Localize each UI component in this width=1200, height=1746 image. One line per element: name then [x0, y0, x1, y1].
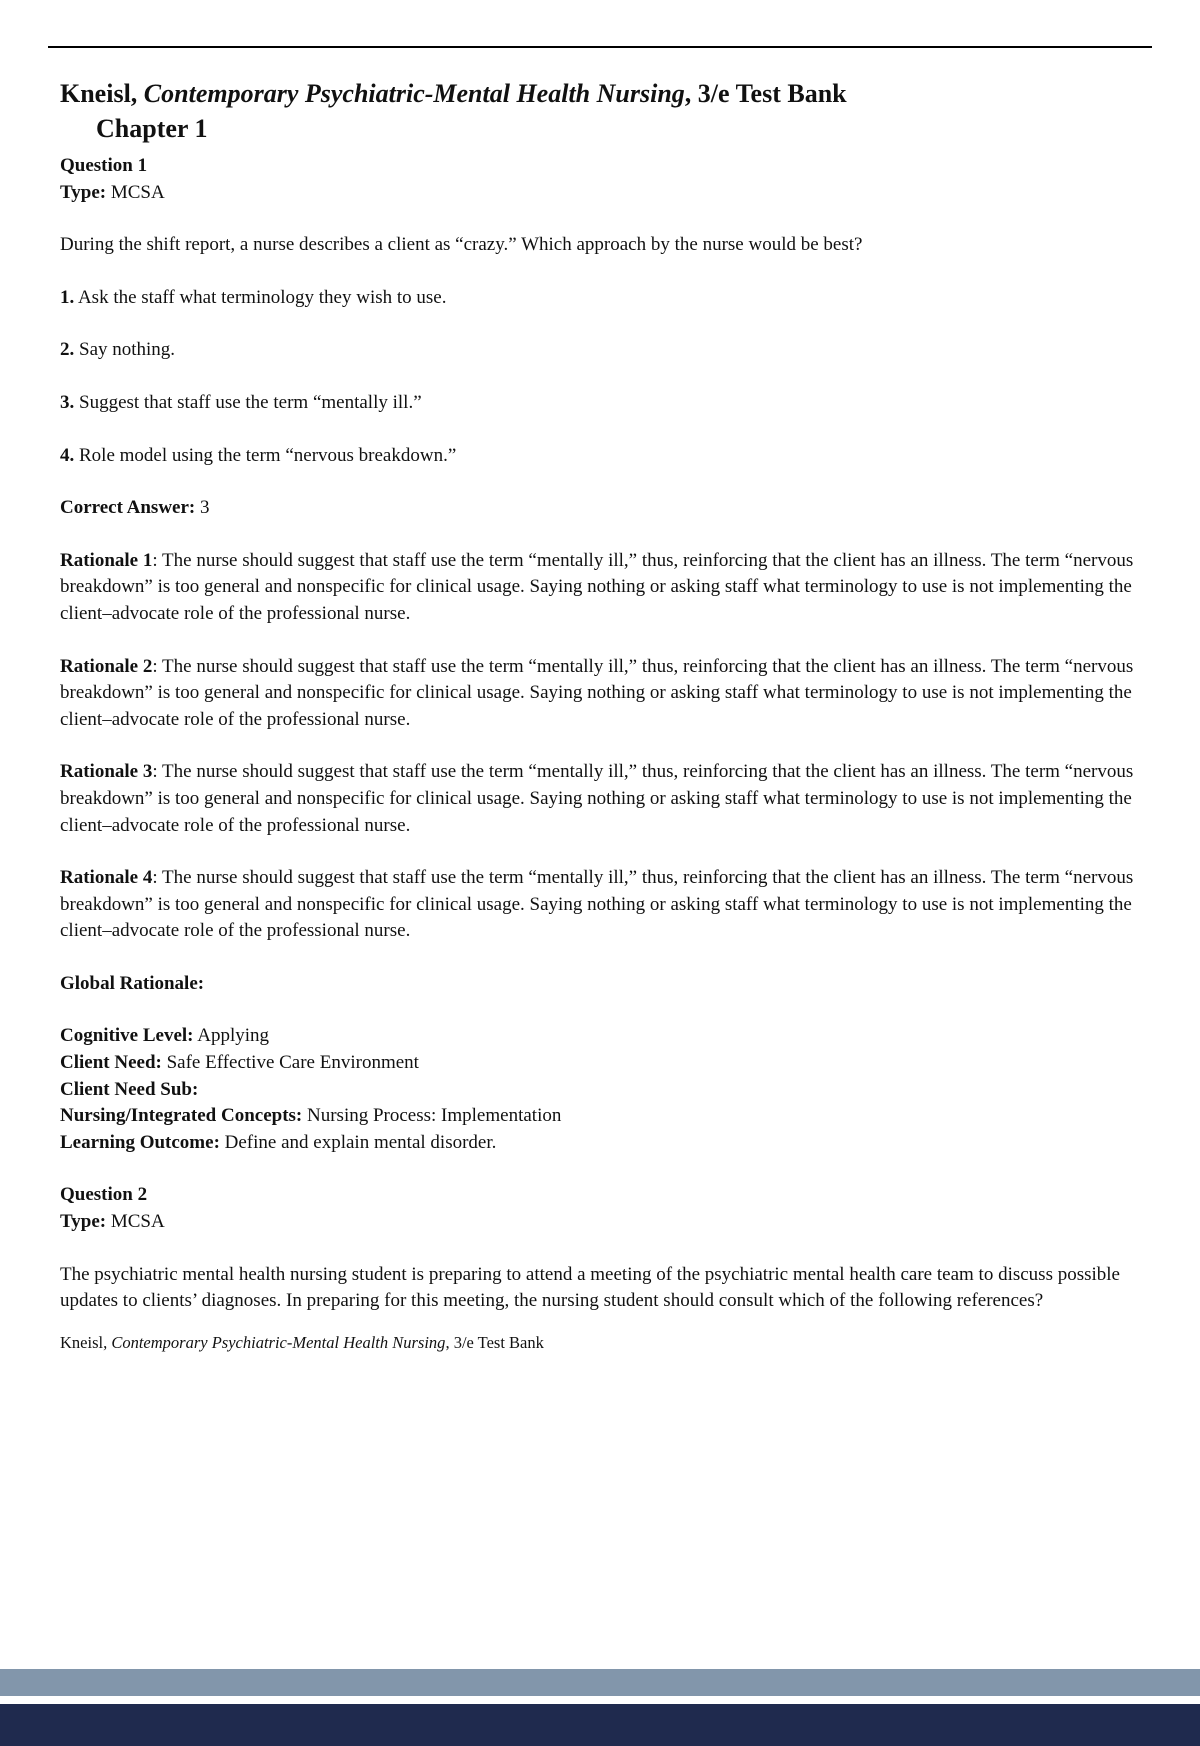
meta-learning-outcome [60, 1130, 1140, 1157]
rationale-2 [60, 654, 1140, 734]
question1-meta [60, 1023, 1140, 1156]
correct-answer-value: 3 [195, 497, 210, 519]
meta-nursing-concepts [60, 1103, 1140, 1130]
rationale-label: Rationale 3 [60, 761, 153, 783]
type-value: MCSA [106, 1211, 165, 1233]
meta-label: Learning Outcome: [60, 1131, 220, 1153]
meta-label: Cognitive Level: [60, 1025, 194, 1047]
footer-author: Kneisl, [60, 1332, 112, 1352]
rationale-text: : The nurse should suggest that staff use the term “mentally ill,” thus, reinforcing that the client has an illness. The term “nervous breakdown” is too general and nonspecific for clinical usage. Saying nothing or asking staff what terminology to use is not implementing the client–advocate role of the professional nurse. [60, 549, 1134, 624]
rationale-4 [60, 865, 1140, 945]
title-book-name: Contemporary Psychiatric-Mental Health Nursing [143, 79, 685, 108]
option-number: 2. [60, 339, 75, 361]
question1-option-3 [60, 390, 1140, 417]
question2-heading: Question 2 [60, 1184, 148, 1206]
question2-type-line [60, 1209, 1140, 1236]
meta-cognitive-level [60, 1023, 1140, 1050]
meta-client-need-sub [60, 1077, 1140, 1104]
question2-stem: The psychiatric mental health nursing student is preparing to attend a meeting of the psychiatric mental health care team to discuss possible updates to clients’ diagnoses. In preparing for this meeting, the nursing student should consult which of the following references? [60, 1263, 1120, 1312]
question1-option-4 [60, 443, 1140, 470]
footer-citation [60, 1331, 1140, 1354]
rationale-3 [60, 759, 1140, 839]
bottom-bar-dark [0, 1704, 1200, 1746]
document-title [60, 78, 1140, 111]
footer-edition: , 3/e Test Bank [445, 1332, 544, 1352]
correct-answer-label: Correct Answer: [60, 497, 196, 519]
question1-type-line [60, 180, 1140, 207]
option-text: Role model using the term “nervous breakdown.” [74, 444, 457, 466]
top-divider [48, 46, 1152, 48]
meta-value: Define and explain mental disorder. [219, 1131, 497, 1153]
meta-client-need [60, 1050, 1140, 1077]
question1-heading: Question 1 [60, 155, 148, 176]
question2-block [60, 1182, 1140, 1235]
rationale-label: Rationale 4 [60, 867, 153, 889]
meta-label: Client Need Sub: [60, 1078, 199, 1100]
option-number: 4. [60, 444, 75, 466]
meta-value: Safe Effective Care Environment [161, 1052, 419, 1074]
title-edition: , 3/e Test Bank [684, 79, 847, 108]
footer-book-name: Contemporary Psychiatric-Mental Health Nursing [111, 1332, 446, 1352]
title-author: Kneisl, [60, 79, 144, 108]
type-label: Type: [60, 181, 107, 203]
rationale-label: Rationale 1 [60, 549, 153, 571]
document-page [0, 78, 1200, 1354]
correct-answer-line [60, 495, 1140, 522]
type-label: Type: [60, 1211, 107, 1233]
meta-value: Nursing Process: Implementation [302, 1105, 562, 1127]
meta-label: Nursing/Integrated Concepts: [60, 1105, 303, 1127]
option-text: Ask the staff what terminology they wish to use. [74, 286, 447, 308]
rationale-text: : The nurse should suggest that staff use the term “mentally ill,” thus, reinforcing that the client has an illness. The term “nervous breakdown” is too general and nonspecific for clinical usage. Saying nothing or asking staff what terminology to use is not implementing the client–advocate role of the professional nurse. [60, 761, 1134, 836]
type-value: MCSA [106, 181, 165, 203]
rationale-text: : The nurse should suggest that staff use the term “mentally ill,” thus, reinforcing that the client has an illness. The term “nervous breakdown” is too general and nonspecific for clinical usage. Saying nothing or asking staff what terminology to use is not implementing the client–advocate role of the professional nurse. [60, 655, 1134, 730]
rationale-text: : The nurse should suggest that staff use the term “mentally ill,” thus, reinforcing that the client has an illness. The term “nervous breakdown” is too general and nonspecific for clinical usage. Saying nothing or asking staff what terminology to use is not implementing the client–advocate role of the professional nurse. [60, 867, 1134, 942]
option-text: Say nothing. [74, 339, 176, 361]
bottom-bar-light [0, 1669, 1200, 1696]
question1-stem: During the shift report, a nurse describes a client as “crazy.” Which approach by the nurse would be best? [60, 234, 863, 256]
option-number: 3. [60, 391, 75, 413]
option-number: 1. [60, 286, 75, 308]
rationale-1 [60, 548, 1140, 628]
chapter-heading: Chapter 1 [96, 113, 208, 143]
meta-value: Applying [193, 1025, 269, 1047]
question1-option-2 [60, 337, 1140, 364]
rationale-label: Rationale 2 [60, 655, 153, 677]
option-text: Suggest that staff use the term “mentally ill.” [74, 391, 422, 413]
meta-label: Client Need: [60, 1052, 162, 1074]
question1-option-1 [60, 285, 1140, 312]
global-rationale-heading: Global Rationale: [60, 972, 205, 994]
